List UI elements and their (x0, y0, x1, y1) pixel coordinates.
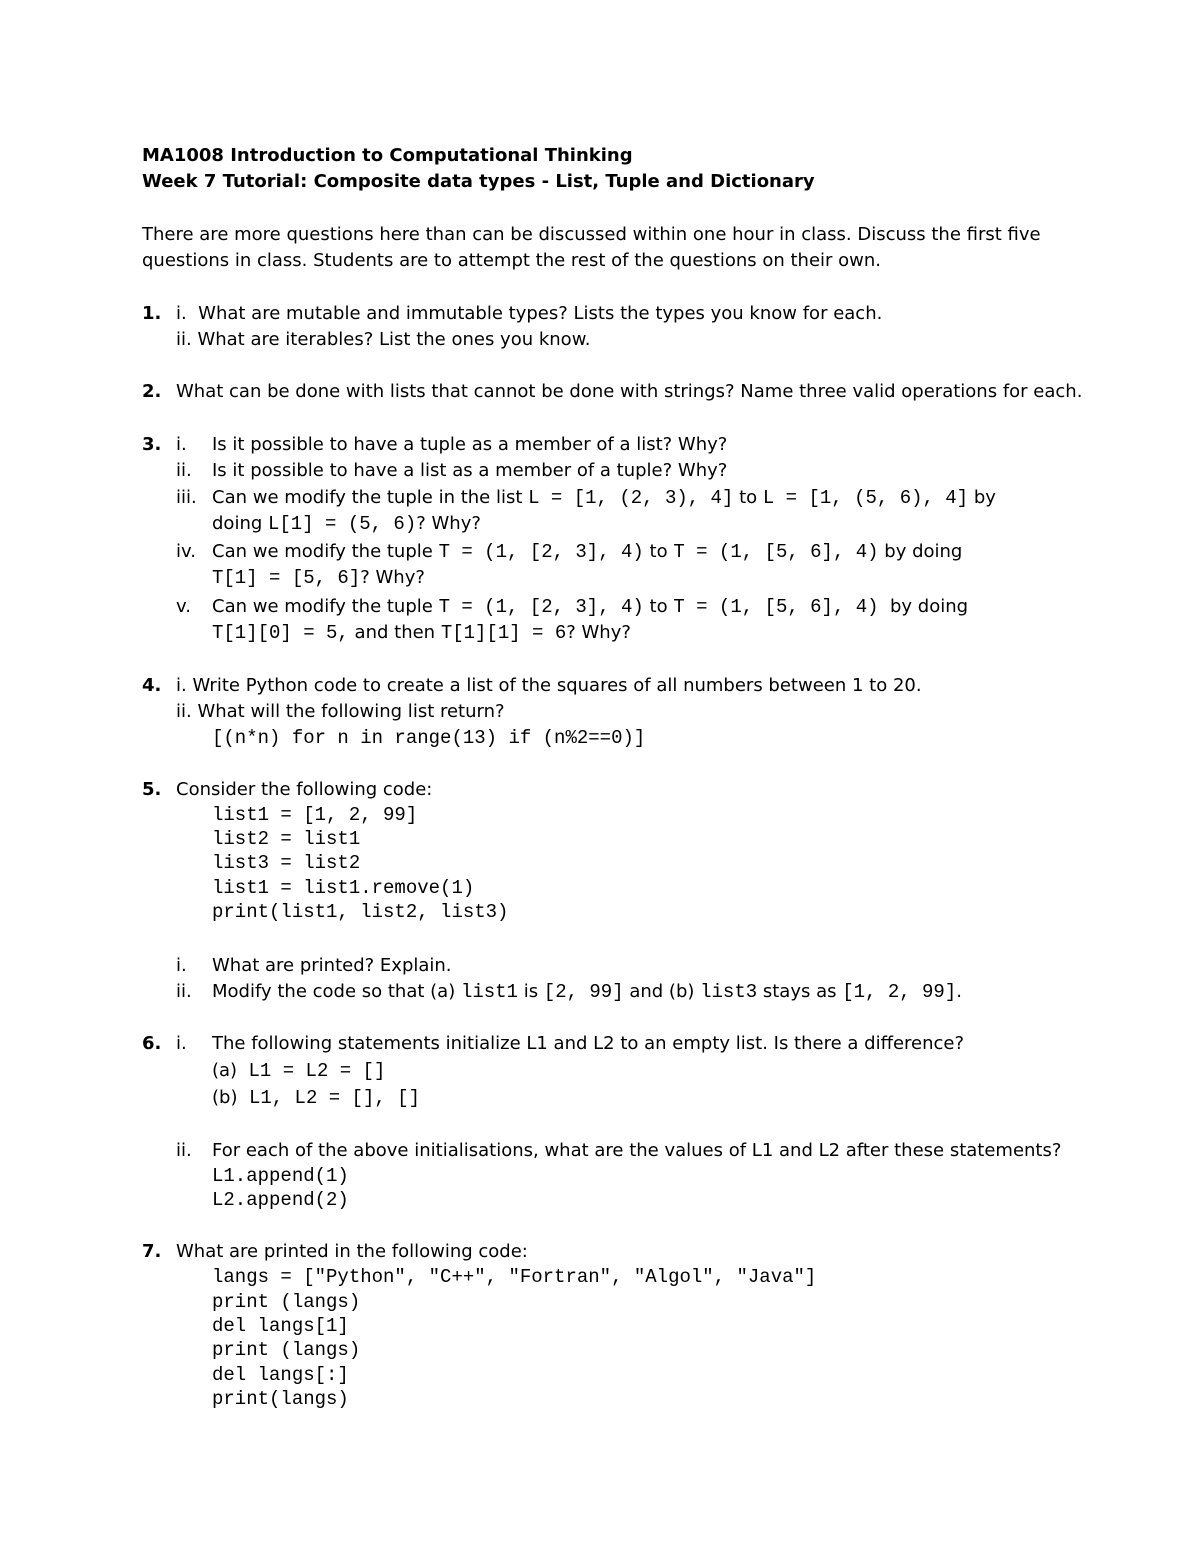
q6-option-b: (b) L1, L2 = [], [] (212, 1087, 420, 1109)
q7-number: 7. (142, 1241, 162, 1262)
q3-iii-line1: Can we modify the tuple in the list L = [1, (2, 3), 4] to L = [1, (5, 6), 4] by (212, 487, 996, 509)
q3-number: 3. (142, 434, 162, 455)
q3-iv-line2: T[1] = [5, 6]? Why? (212, 567, 425, 589)
q5-ii-text: Modify the code so that (a) list1 is [2, 99] and (b) list3 stays as [1, 2, 99]. (212, 981, 962, 1003)
q4-part-ii: ii. What will the following list return? (176, 701, 505, 722)
q6-i-text: The following statements initialize L1 and L2 to an empty list. Is there a difference? (212, 1033, 965, 1054)
q2-number: 2. (142, 381, 162, 402)
q7-code-line: langs = ["Python", "C++", "Fortran", "Algol", "Java"] (212, 1266, 817, 1288)
q6-code-line: L2.append(2) (212, 1189, 349, 1211)
q2-text: What can be done with lists that cannot be done with strings? Name three valid operations for each. (176, 381, 1083, 402)
q4-part-i: i. Write Python code to create a list of the squares of all numbers between 1 to 20. (176, 675, 922, 696)
q5-i-label: i. (176, 955, 187, 976)
intro-line-2: questions in class. Students are to attempt the rest of the questions on their own. (142, 250, 882, 271)
q5-ii-label: ii. (176, 981, 192, 1002)
q4-number: 4. (142, 675, 162, 696)
q6-option-a: (a) L1 = L2 = [] (212, 1060, 386, 1082)
course-title: MA1008 Introduction to Computational Thinking (142, 145, 633, 166)
q6-ii-text: For each of the above initialisations, what are the values of L1 and L2 after these statements? (212, 1140, 1062, 1161)
q3-v-line1: Can we modify the tuple T = (1, [2, 3], 4) to T = (1, [5, 6], 4) by doing (212, 596, 969, 618)
q5-code-line: print(list1, list2, list3) (212, 901, 509, 923)
q5-code-line: list2 = list1 (212, 828, 361, 850)
q6-number: 6. (142, 1033, 162, 1054)
q7-text: What are printed in the following code: (176, 1241, 528, 1262)
q3-i-label: i. (176, 434, 187, 455)
q1-part-ii: ii. What are iterables? List the ones you know. (176, 329, 591, 350)
q4-code: [(n*n) for n in range(13) if (n%2==0)] (212, 727, 646, 749)
q5-code-line: list3 = list2 (212, 852, 361, 874)
q7-code-line: print (langs) (212, 1339, 361, 1361)
q5-i-text: What are printed? Explain. (212, 955, 452, 976)
q1-part-i: i. What are mutable and immutable types? Lists the types you know for each. (176, 303, 883, 324)
q3-v-label: v. (176, 596, 191, 617)
q3-v-line2: T[1][0] = 5, and then T[1][1] = 6? Why? (212, 622, 631, 644)
q3-iv-label: iv. (176, 541, 196, 562)
intro-line-1: There are more questions here than can be discussed within one hour in class. Discuss the first five (142, 224, 1041, 245)
q3-i-text: Is it possible to have a tuple as a member of a list? Why? (212, 434, 728, 455)
q3-ii-text: Is it possible to have a list as a member of a tuple? Why? (212, 460, 728, 481)
q3-iii-line2: doing L[1] = (5, 6)? Why? (212, 513, 481, 535)
q7-code-line: del langs[:] (212, 1364, 349, 1386)
q7-code-line: print (langs) (212, 1291, 361, 1313)
q7-code-line: print(langs) (212, 1388, 349, 1410)
q3-iv-line1: Can we modify the tuple T = (1, [2, 3], 4) to T = (1, [5, 6], 4) by doing (212, 541, 963, 563)
q1-number: 1. (142, 303, 162, 324)
q5-code-line: list1 = list1.remove(1) (212, 877, 475, 899)
q6-ii-label: ii. (176, 1140, 192, 1161)
q3-iii-label: iii. (176, 487, 197, 508)
q5-text: Consider the following code: (176, 779, 433, 800)
q3-ii-label: ii. (176, 460, 192, 481)
q6-code-line: L1.append(1) (212, 1165, 349, 1187)
q7-code-line: del langs[1] (212, 1315, 349, 1337)
q6-i-label: i. (176, 1033, 187, 1054)
q5-number: 5. (142, 779, 162, 800)
tutorial-title: Week 7 Tutorial: Composite data types - List, Tuple and Dictionary (142, 171, 815, 192)
q5-code-line: list1 = [1, 2, 99] (212, 804, 418, 826)
